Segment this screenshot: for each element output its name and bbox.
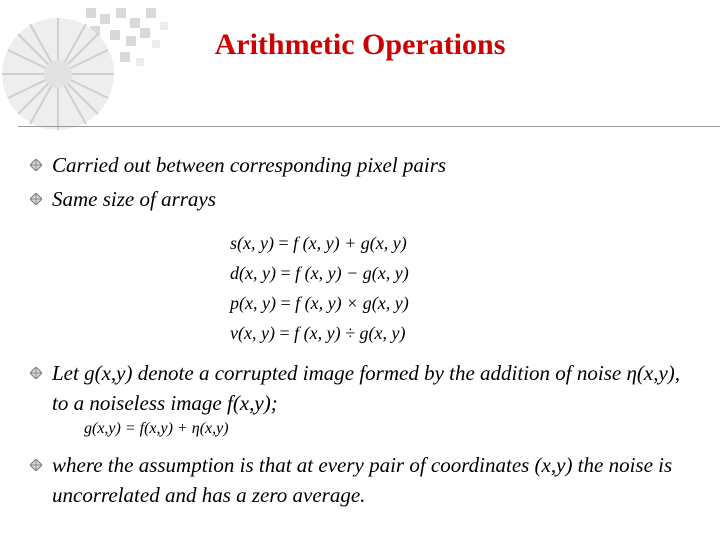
decorative-globe-logo	[0, 0, 200, 150]
equation-operator: =	[278, 233, 289, 253]
equation-quotient	[230, 318, 409, 348]
diamond-bullet-icon	[30, 159, 42, 171]
bullet-text: Carried out between corresponding pixel pairs	[52, 153, 447, 177]
bullet-item	[26, 184, 686, 214]
equation-rhs: f (x, y) − g(x, y)	[295, 263, 409, 283]
diamond-bullet-icon	[30, 367, 42, 379]
equation-rhs: f (x, y) + g(x, y)	[293, 233, 407, 253]
equation-rhs: f (x, y) ÷ g(x, y)	[294, 323, 406, 343]
arithmetic-equations	[230, 228, 409, 348]
diamond-bullet-icon	[30, 193, 42, 205]
equation-lhs: d(x, y)	[230, 263, 276, 283]
bullet-text: where the assumption is that at every pair of coordinates (x,y) the noise is uncorrelated and has a zero average.	[52, 453, 673, 507]
equation-rhs: f (x, y) × g(x, y)	[295, 293, 409, 313]
slide-title: Arithmetic Operations	[214, 28, 506, 61]
bullet-text: Same size of arrays	[52, 187, 216, 211]
noise-equation: g(x,y) = f(x,y) + η(x,y)	[84, 420, 229, 437]
equation-operator: =	[280, 293, 291, 313]
equation-lhs: s(x, y)	[230, 233, 274, 253]
equation-lhs: p(x, y)	[230, 293, 276, 313]
diamond-bullet-icon	[30, 459, 42, 471]
equation-difference	[230, 258, 409, 288]
equation-operator: =	[279, 323, 290, 343]
bullet-item	[26, 358, 686, 418]
bullet-item	[26, 150, 686, 180]
equation-operator: =	[280, 263, 291, 283]
equation-product	[230, 288, 409, 318]
bullet-text: Let g(x,y) denote a corrupted image formed by the addition of noise η(x,y), to a noiseless image f(x,y);	[52, 361, 681, 415]
equation-sum	[230, 228, 409, 258]
title-divider	[18, 126, 720, 127]
equation-lhs: v(x, y)	[230, 323, 275, 343]
bullet-item	[26, 450, 686, 510]
